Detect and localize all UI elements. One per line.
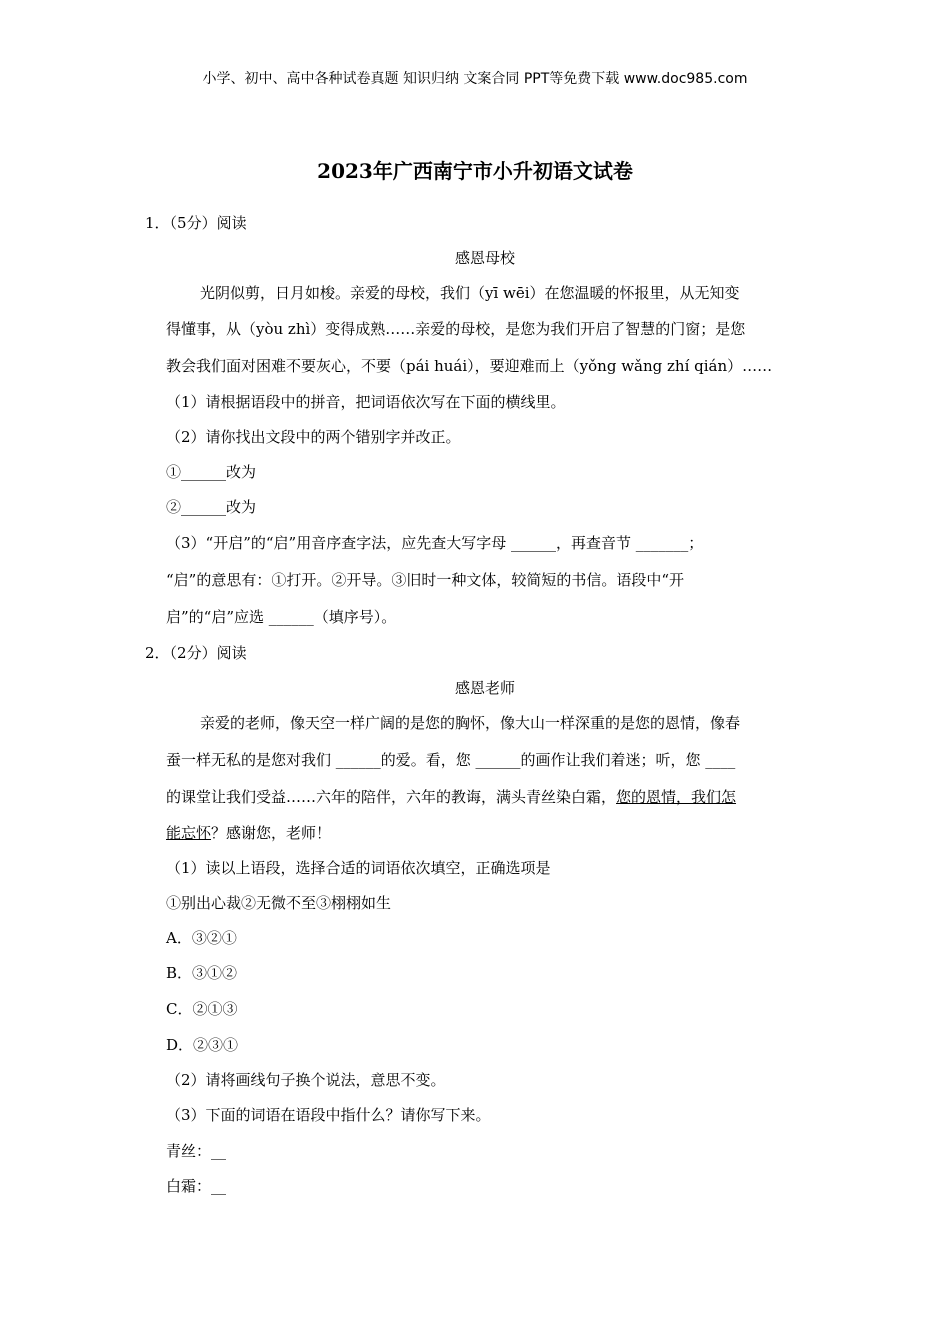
question-2-sub-3: （3）下面的词语在语段中指什么？请你写下来。 <box>166 1106 491 1124</box>
question-1-sub-3-line: “启”的意思有：①打开。②开导。③旧时一种文体，较简短的书信。语段中“开 <box>166 571 685 589</box>
passage-2-line <box>166 822 331 843</box>
question-1-label: 1．（5分）阅读 <box>145 214 247 232</box>
passage-1-line: 得懂事，从（yòu zhì）变得成熟……亲爱的母校，是您为我们开启了智慧的门窗；是您 <box>166 320 746 338</box>
question-1-sub-2: （2）请你找出文段中的两个错别字并改正。 <box>166 428 461 446</box>
passage-2-text: 的课堂让我们受益……六年的陪伴，六年的教诲，满头青丝染白霜， <box>166 788 617 806</box>
option-a: A．③②① <box>166 929 237 947</box>
underlined-sentence: 您的恩情，我们怎 <box>616 788 737 806</box>
option-c: C．②①③ <box>166 1000 238 1018</box>
passage-1-line: 光阴似剪，日月如梭。亲爱的母校，我们（yī wēi）在您温暖的怀报里，从无知变 <box>200 284 740 302</box>
page-title: 2023年广西南宁市小升初语文试卷 <box>317 159 633 183</box>
passage-2-line <box>166 786 736 807</box>
answer-baishuang: 白霜：__ <box>166 1177 227 1195</box>
underlined-sentence: 能忘怀 <box>166 824 212 842</box>
answer-blank-2: ②______改为 <box>166 498 257 516</box>
passage-2-text: ？感谢您，老师！ <box>211 824 332 842</box>
passage-1-line: 教会我们面对困难不要灰心，不要（pái huái），要迎难而上（yǒng wǎng zhí qián）…… <box>166 357 773 375</box>
word-choices: ①别出心裁②无微不至③栩栩如生 <box>166 894 392 912</box>
passage-2-title: 感恩老师 <box>454 679 515 697</box>
question-1-sub-3-line: 启”的“启”应选 ______（填序号）。 <box>166 608 397 626</box>
answer-blank-1: ①______改为 <box>166 463 257 481</box>
question-2-sub-2: （2）请将画线句子换个说法，意思不变。 <box>166 1071 446 1089</box>
passage-2-line: 蚕一样无私的是您对我们 ______的爱。看，您 ______的画作让我们着迷；听，您 ____ <box>166 751 736 769</box>
passage-1-title: 感恩母校 <box>454 249 515 267</box>
question-2-sub-1: （1）读以上语段，选择合适的词语依次填空，正确选项是 <box>166 859 551 877</box>
passage-2-line: 亲爱的老师，像天空一样广阔的是您的胸怀，像大山一样深重的是您的恩情，像春 <box>200 714 741 732</box>
page-header: 小学、初中、高中各种试卷真题 知识归纳 文案合同 PPT等免费下载 www.doc985.com <box>202 71 748 87</box>
question-1-sub-3: （3）“开启”的“启”用音序查字法，应先查大写字母 ______，再查音节 _______； <box>166 534 704 552</box>
option-d: D．②③① <box>166 1036 239 1054</box>
question-2-label: 2．（2分）阅读 <box>145 644 247 662</box>
answer-qingsi: 青丝：__ <box>166 1142 227 1160</box>
option-b: B．③①② <box>166 964 238 982</box>
question-1-sub-1: （1）请根据语段中的拼音，把词语依次写在下面的横线里。 <box>166 393 566 411</box>
